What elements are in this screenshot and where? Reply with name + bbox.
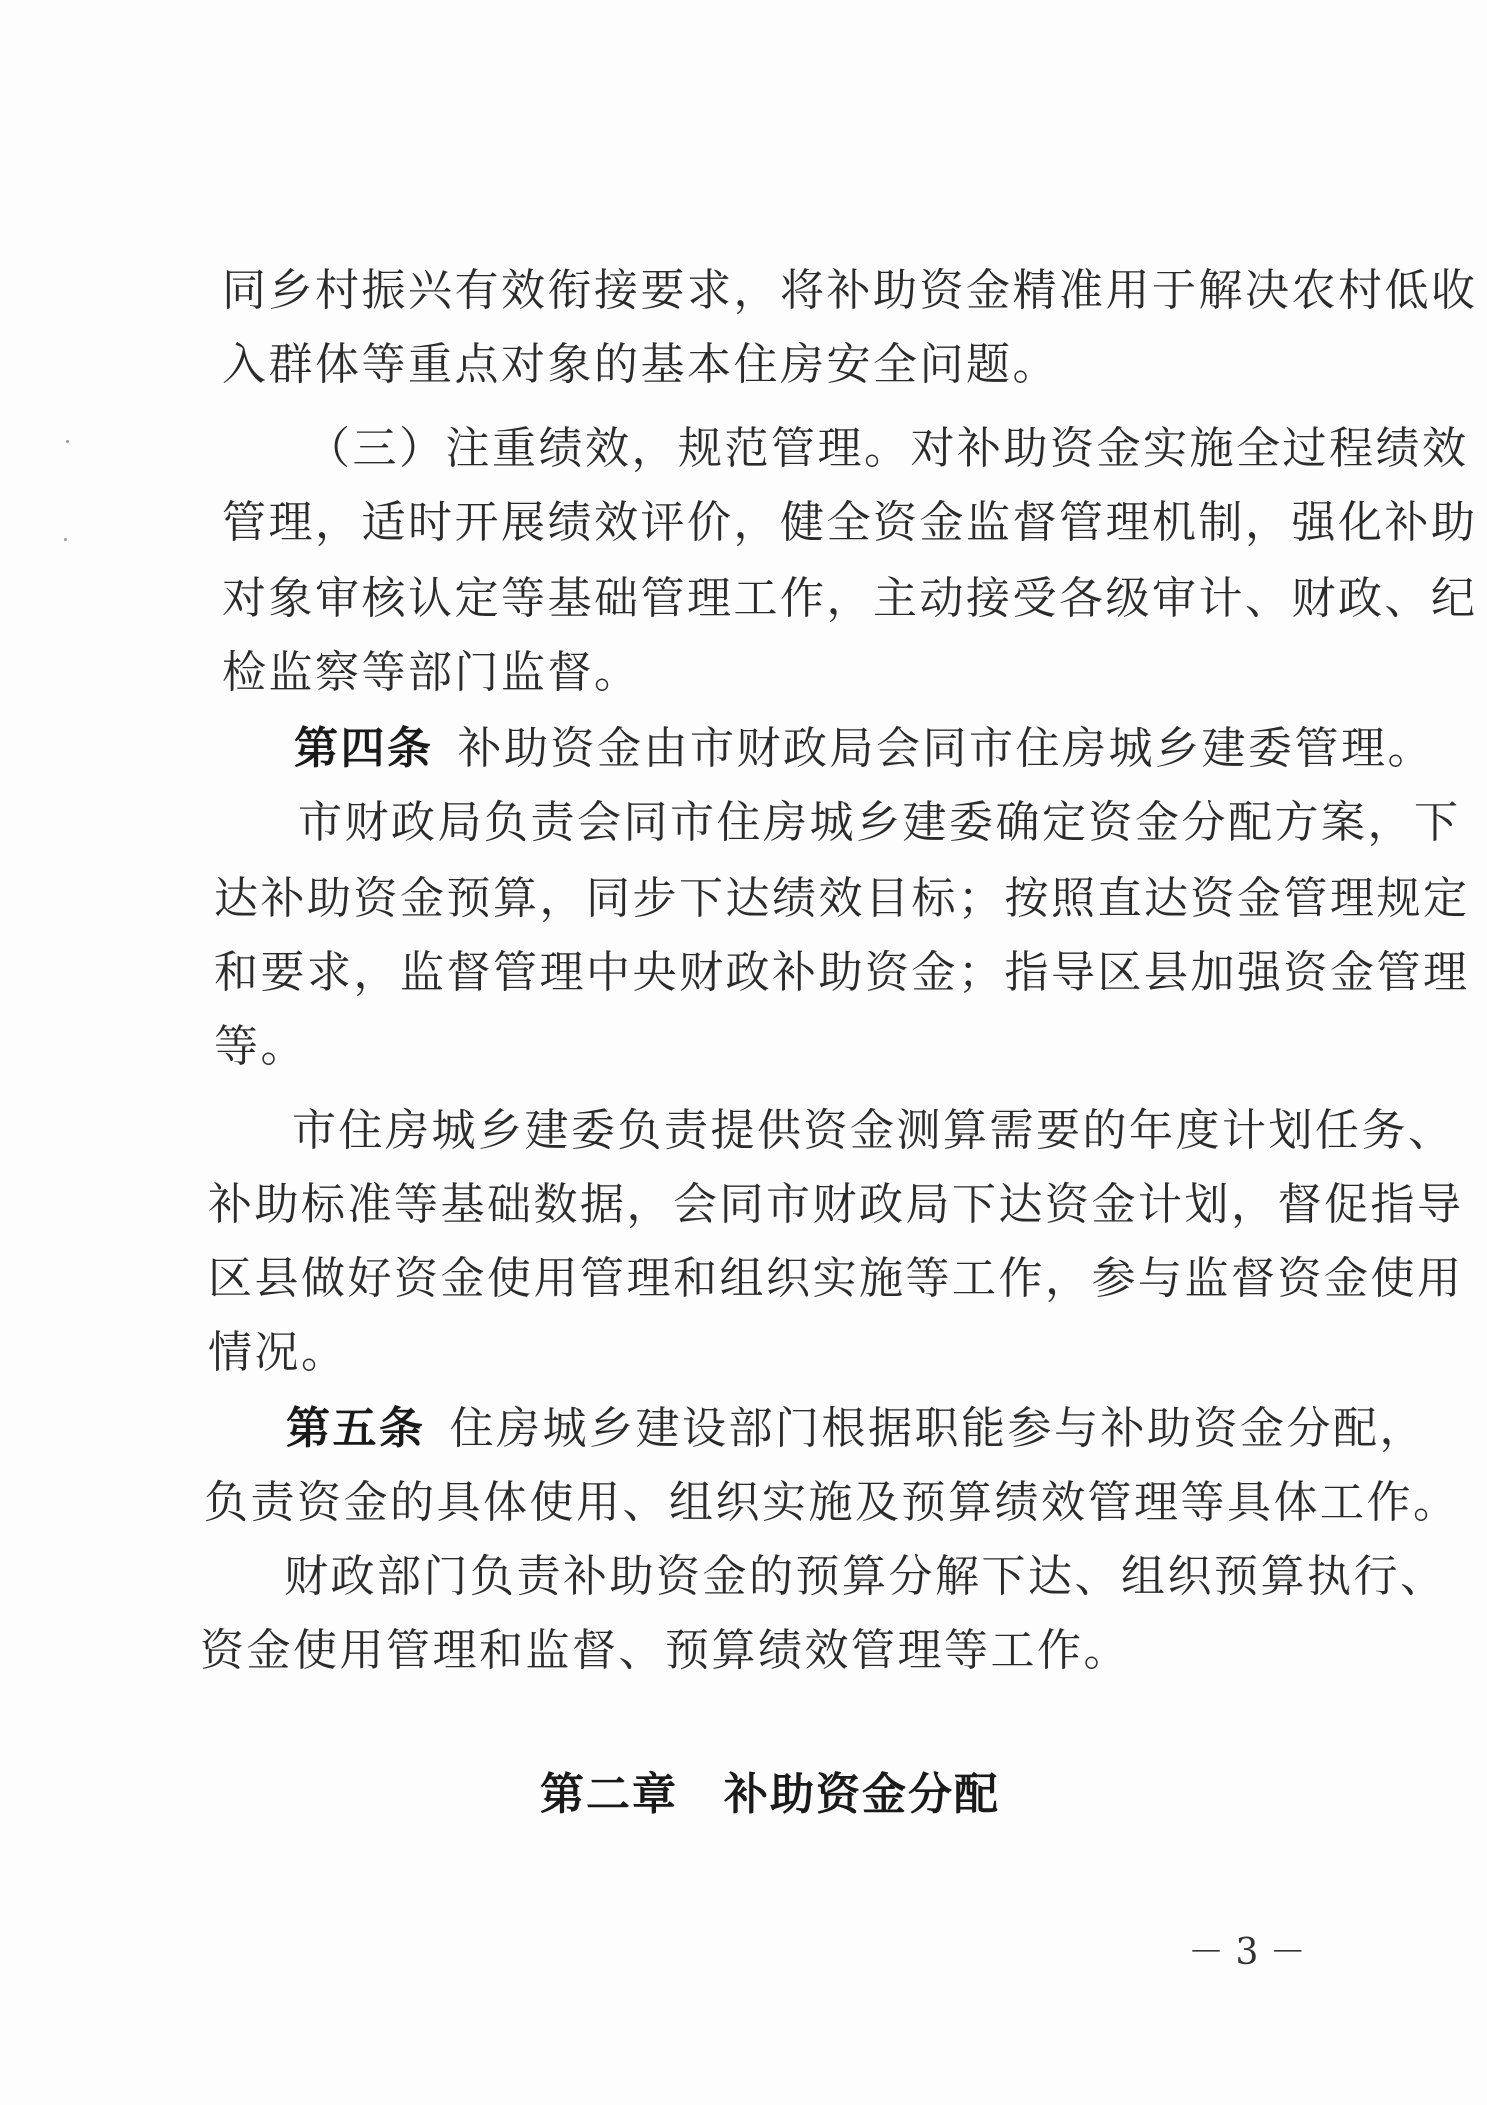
article-4-line	[294, 712, 1434, 776]
article-5-line	[286, 1392, 1426, 1456]
body-line: 管理，适时开展绩效评价，健全资金监督管理机制，强化补助	[222, 497, 1478, 548]
body-line: 等。	[214, 1021, 307, 1072]
body-line: 市财政局负责会同市住房城乡建委确定资金分配方案，下	[298, 797, 1461, 848]
body-line: 检监察等部门监督。	[222, 647, 641, 698]
body-line: 市住房城乡建委负责提供资金测算需要的年度计划任务、	[292, 1105, 1455, 1156]
body-line: 资金使用管理和监督、预算绩效管理等工作。	[200, 1625, 1130, 1676]
body-line: 对象审核认定等基础管理工作，主动接受各级审计、财政、纪	[222, 573, 1478, 624]
article-5-label: 第五条	[286, 1403, 426, 1454]
body-line: 情况。	[208, 1327, 348, 1378]
article-4-label: 第四条	[294, 723, 434, 774]
chapter-title: 第二章 补助资金分配	[540, 1769, 1000, 1820]
body-line: 和要求，监督管理中央财政补助资金；指导区县加强资金管理	[214, 947, 1470, 998]
body-line: 补助标准等基础数据，会同市财政局下达资金计划，督促指导	[208, 1179, 1464, 1230]
body-line: 达补助资金预算，同步下达绩效目标；按照直达资金管理规定	[214, 873, 1470, 924]
body-line: （三）注重绩效，规范管理。对补助资金实施全过程绩效	[306, 423, 1469, 474]
scan-speck	[64, 538, 67, 541]
body-line: 负责资金的具体使用、组织实施及预算绩效管理等具体工作。	[204, 1477, 1460, 1528]
body-line: 同乡村振兴有效衔接要求，将补助资金精准用于解决农村低收	[222, 265, 1478, 316]
article-5-text: 住房城乡建设部门根据职能参与补助资金分配，	[449, 1403, 1426, 1454]
body-line: 入群体等重点对象的基本住房安全问题。	[222, 339, 1059, 390]
body-line: 财政部门负责补助资金的预算分解下达、组织预算执行、	[284, 1551, 1447, 1602]
scan-speck	[66, 440, 69, 443]
page-number: － 3 －	[1188, 1932, 1306, 1973]
body-line: 区县做好资金使用管理和组织实施等工作，参与监督资金使用	[208, 1253, 1464, 1304]
article-4-text: 补助资金由市财政局会同市住房城乡建委管理。	[457, 723, 1434, 774]
